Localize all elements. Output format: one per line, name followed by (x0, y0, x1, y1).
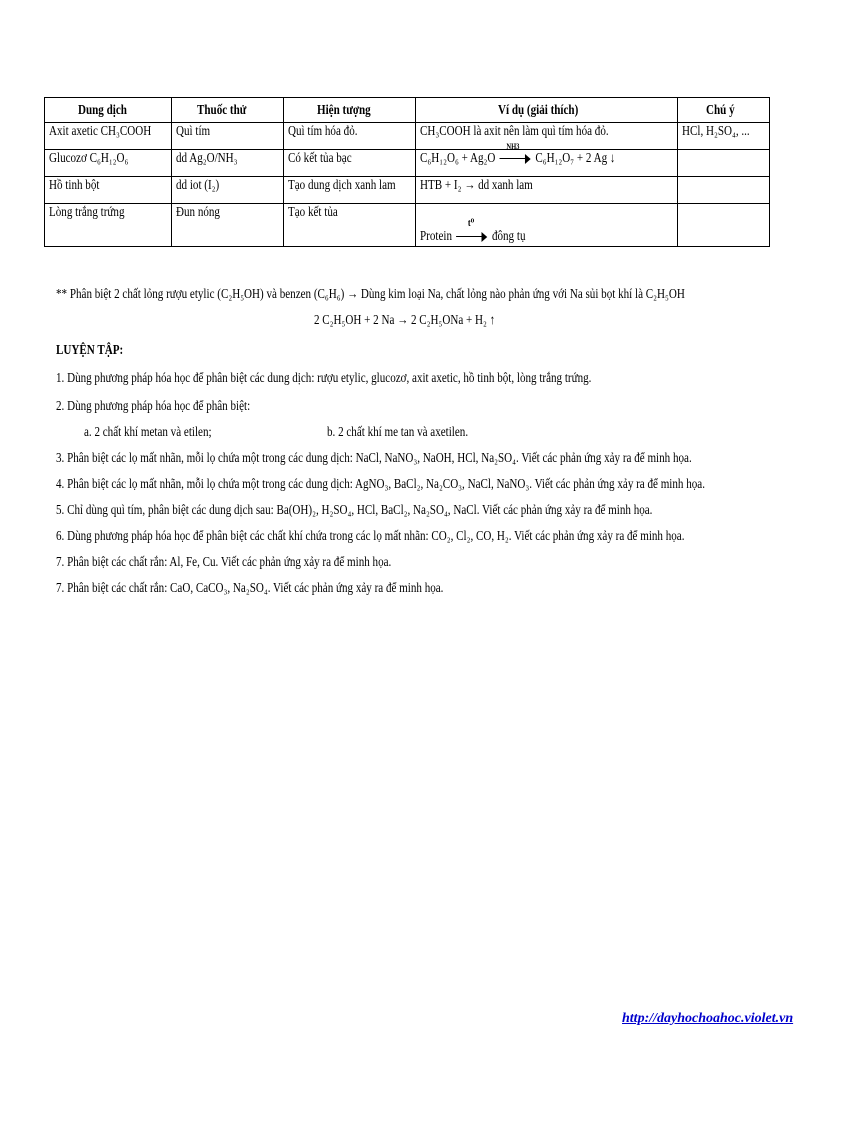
cell-dung-dich: Glucozơ C₆H₁₂O₆ (49, 150, 129, 165)
header-vi-du: Ví dụ (giải thích) (416, 98, 678, 123)
table-row (45, 177, 770, 204)
note-line-1: ** Phân biệt 2 chất lỏng rượu etylic (C₂H₅OH) và benzen (C₆H₆) → Dùng kim loại Na, chất lỏng nào phản ứng với Na sủi bọt khí là C₂H₅OH (56, 286, 685, 301)
header-thuoc-thu: Thuốc thử (172, 98, 284, 123)
cell-dung-dich: Lòng trắng trứng (49, 204, 125, 219)
header-dung-dich: Dung dịch (45, 98, 172, 123)
table-row (45, 150, 770, 177)
table-row (45, 123, 770, 150)
practice-heading: LUYỆN TẬP: (56, 342, 124, 357)
reaction-equation (420, 217, 526, 244)
cell-chu-y: HCl, H₂SO₄, ... (682, 123, 751, 138)
cell-thuoc-thu: dd iot (I₂) (176, 177, 220, 192)
cell-vi-du: CH₃COOH là axit nên làm quì tím hóa đỏ. (420, 123, 609, 138)
practice-item: 5. Chỉ dùng quì tím, phân biệt các dung dịch sau: Ba(OH)₂, H₂SO₄, HCl, BaCl₂, Na₂SO₄, NaCl. Viết các phản ứng xảy ra để minh họa. (56, 502, 653, 517)
table-header-row (45, 98, 770, 123)
identification-table (44, 97, 770, 247)
practice-item: 7. Phân biệt các chất rắn: Al, Fe, Cu. Viết các phản ứng xảy ra để minh họa. (56, 554, 392, 569)
practice-item: 4. Phân biệt các lọ mất nhãn, mỗi lọ chứa một trong các dung dịch: AgNO₃, BaCl₂, Na₂CO₃, NaCl, NaNO₃. Viết các phản ứng xảy ra để minh họa. (56, 476, 705, 491)
reaction-arrow-icon (500, 141, 531, 164)
cell-dung-dich: Axit axetic CH₃COOH (49, 123, 152, 138)
cell-hien-tuong: Có kết tủa bạc (287, 150, 352, 165)
practice-item: 2. Dùng phương pháp hóa học để phân biệt: (56, 398, 251, 413)
cell-hien-tuong: Tạo dung dịch xanh lam (287, 177, 396, 192)
reaction-equation (420, 141, 616, 166)
header-chu-y: Chú ý (678, 98, 770, 123)
cell-thuoc-thu: dd Ag₂O/NH₃ (176, 150, 238, 165)
reaction-right: C₆H₁₂O₇ + 2 Ag ↓ (535, 150, 616, 165)
reaction-arrow-icon (457, 217, 488, 242)
cell-thuoc-thu: Quì tím (176, 123, 211, 138)
practice-subitem-b: b. 2 chất khí me tan và axetilen. (327, 424, 469, 439)
reaction-condition: NH3 (506, 141, 520, 151)
practice-item: 6. Dùng phương pháp hóa học để phân biệt các chất khí chứa trong các lọ mất nhãn: CO₂, Cl₂, CO, H₂. Viết các phản ứng xảy ra để minh họa. (56, 528, 685, 543)
reaction-condition: t⁰ (467, 217, 475, 229)
cell-dung-dich: Hồ tinh bột (49, 177, 100, 192)
reaction-left: C₆H₁₂O₆ + Ag₂O (420, 150, 496, 165)
practice-item: 1. Dùng phương pháp hóa học để phân biệt các dung dịch: rượu etylic, glucozơ, axit axetic, hồ tinh bột, lòng trắng trứng. (56, 370, 592, 385)
reaction-right: đông tụ (492, 228, 526, 243)
cell-thuoc-thu: Đun nóng (176, 204, 221, 219)
footer-link[interactable]: http://dayhochoahoc.violet.vn (622, 1011, 794, 1026)
cell-hien-tuong: Quì tím hóa đỏ. (287, 123, 358, 138)
note-equation: 2 C₂H₅OH + 2 Na → 2 C₂H₅ONa + H₂ ↑ (314, 312, 496, 327)
practice-subitem-a: a. 2 chất khí metan và etilen; (84, 424, 212, 439)
practice-item: 7. Phân biệt các chất rắn: CaO, CaCO₃, Na₂SO₄. Viết các phản ứng xảy ra để minh họa. (56, 580, 444, 595)
header-hien-tuong: Hiện tượng (283, 98, 415, 123)
practice-item: 3. Phân biệt các lọ mất nhãn, mỗi lọ chứa một trong các dung dịch: NaCl, NaNO₃, NaOH, HCl, Na₂SO₄. Viết các phản ứng xảy ra để minh họa. (56, 450, 692, 465)
cell-vi-du: HTB + I₂ → dd xanh lam (420, 177, 533, 192)
table-row (45, 204, 770, 247)
cell-hien-tuong: Tạo kết tủa (287, 204, 338, 219)
reaction-left: Protein (420, 228, 453, 243)
